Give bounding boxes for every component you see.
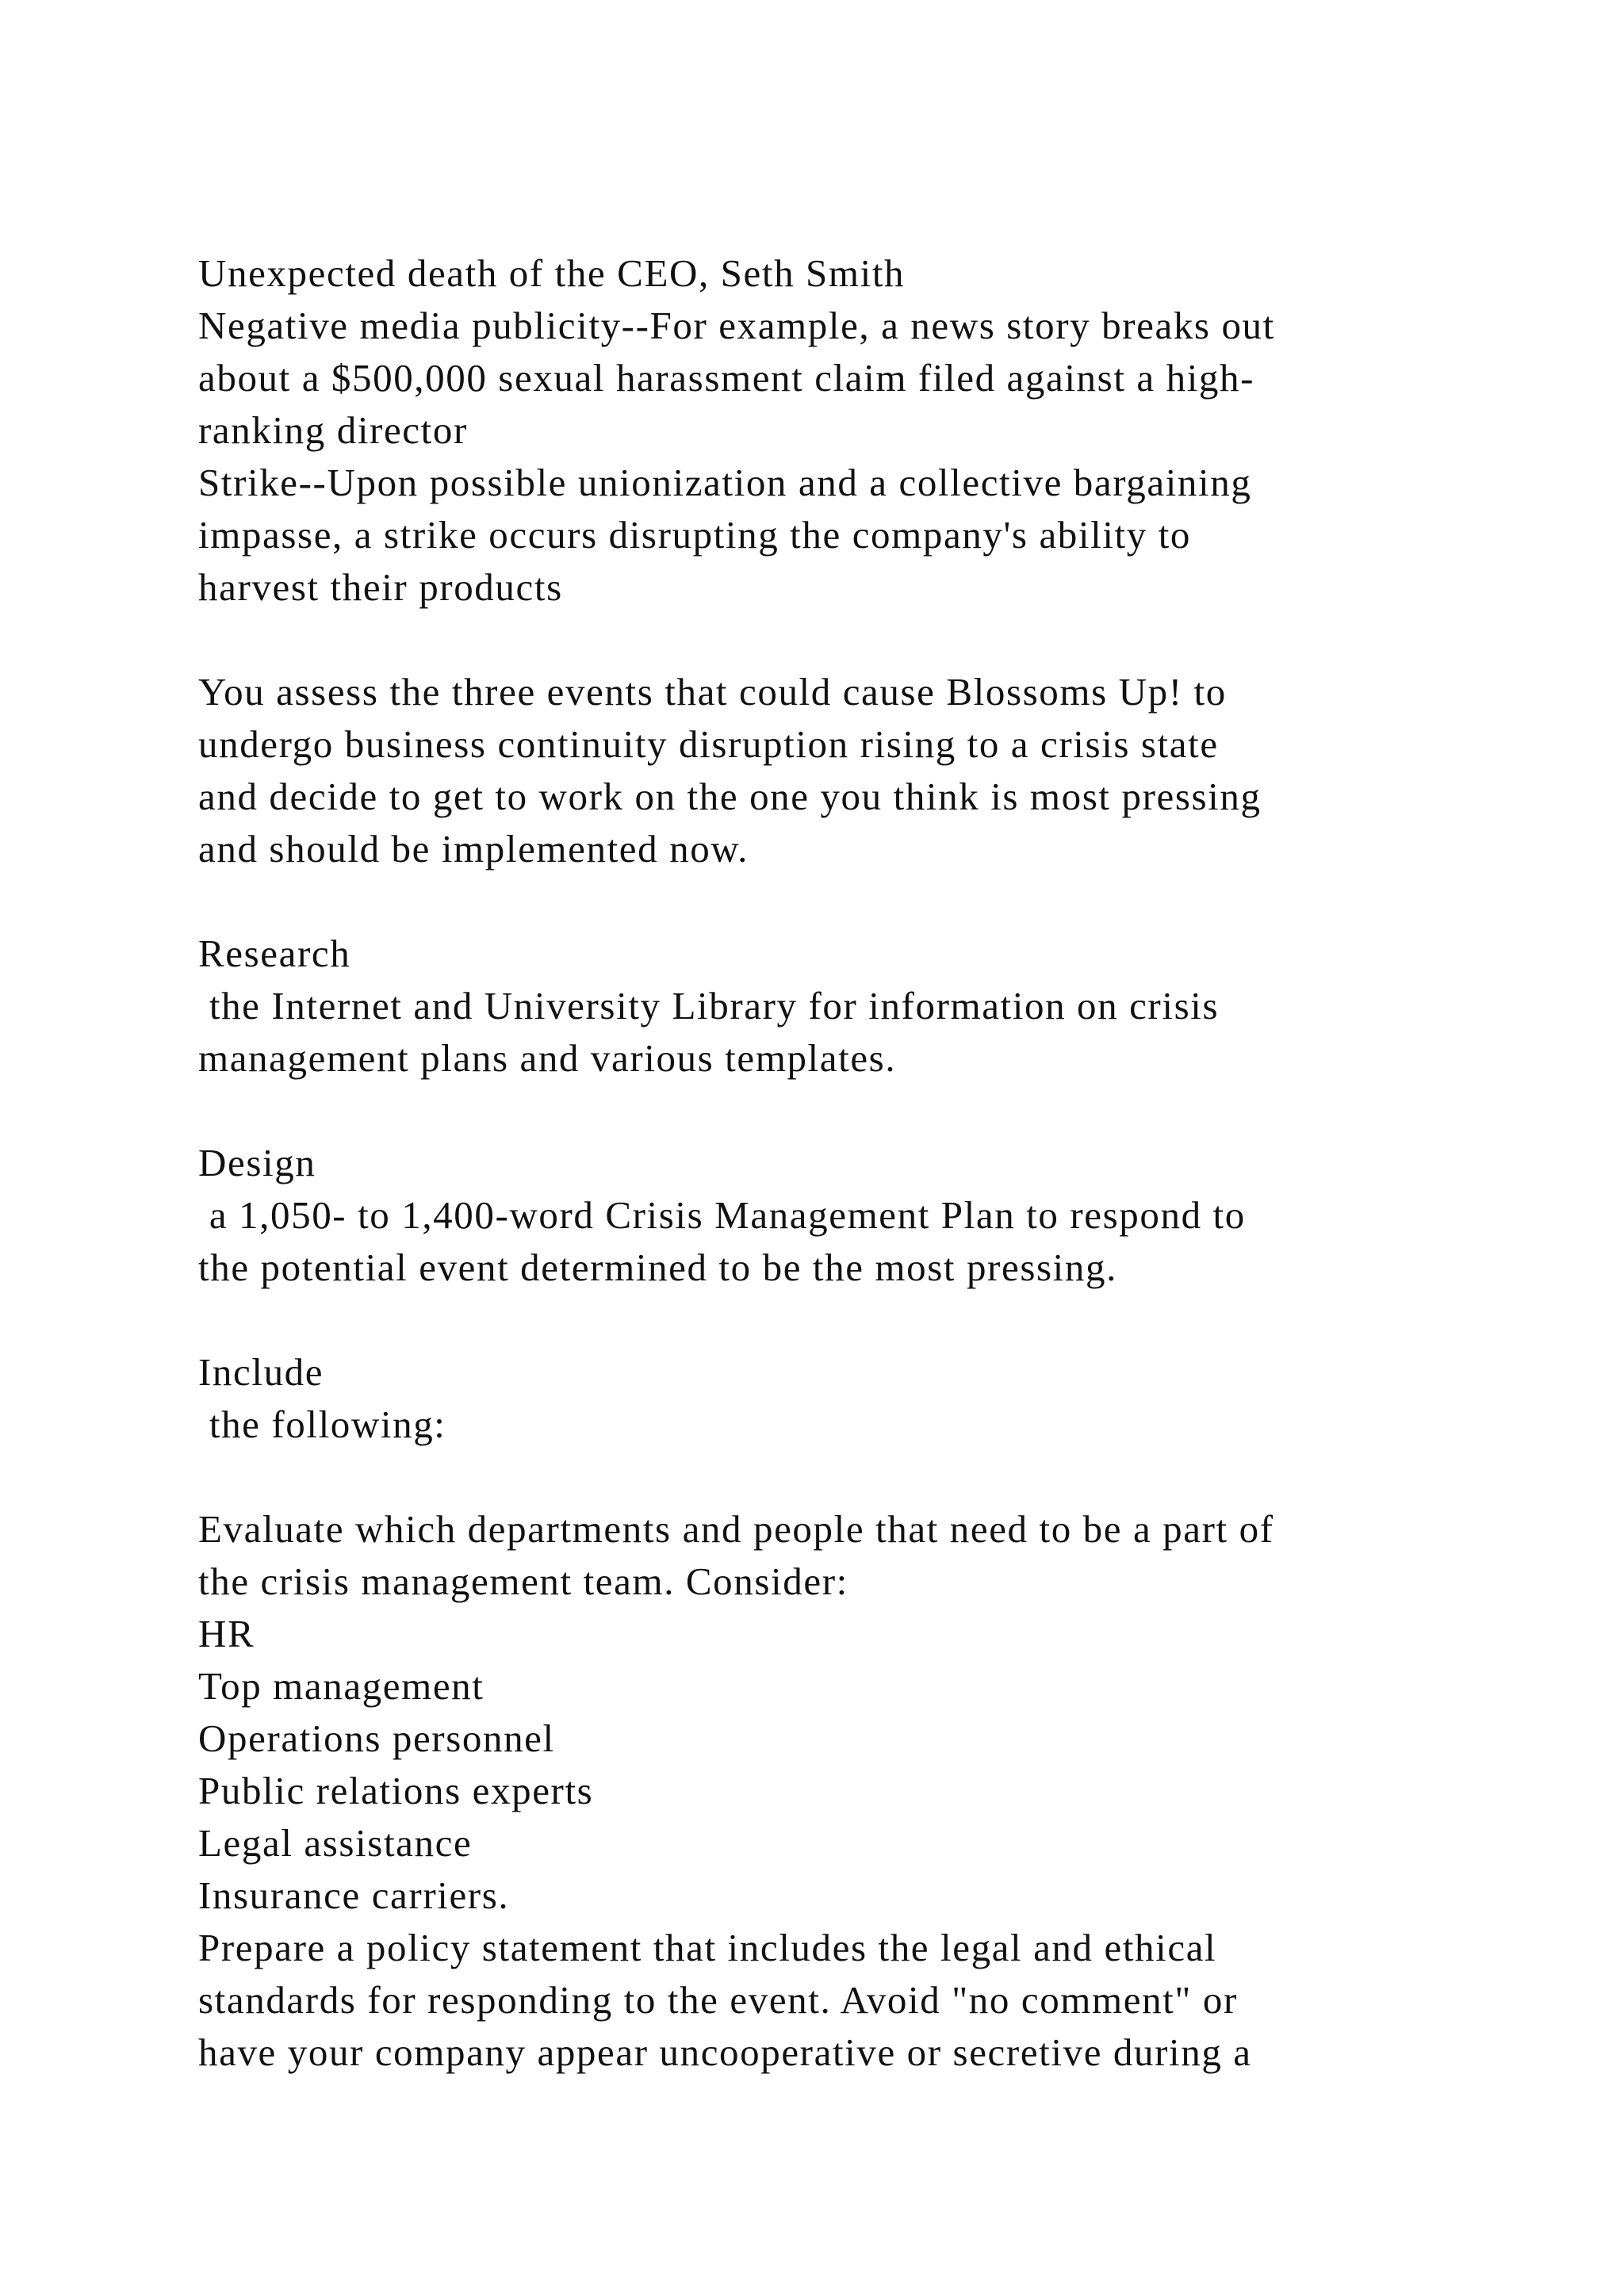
blank-line bbox=[198, 1294, 1507, 1346]
text-line: a 1,050- to 1,400-word Crisis Management Plan to respond to bbox=[198, 1193, 1246, 1237]
list-item: Legal assistance bbox=[198, 1821, 473, 1865]
text-line: Strike--Upon possible unionization and a collective bargaining bbox=[198, 461, 1252, 504]
text-line: harvest their products bbox=[198, 565, 563, 609]
blank-line bbox=[198, 875, 1507, 928]
section-heading-design: Design bbox=[198, 1141, 316, 1184]
text-line: and should be implemented now. bbox=[198, 827, 749, 871]
blank-line bbox=[198, 1451, 1507, 1503]
section-heading-include: Include bbox=[198, 1350, 324, 1394]
text-line: about a $500,000 sexual harassment claim filed against a high- bbox=[198, 356, 1255, 400]
text-line: Prepare a policy statement that includes the legal and ethical bbox=[198, 1926, 1217, 1969]
blank-line bbox=[198, 614, 1507, 666]
text-line: the following: bbox=[198, 1402, 446, 1446]
section-heading-research: Research bbox=[198, 932, 351, 975]
text-line: Evaluate which departments and people that need to be a part of bbox=[198, 1507, 1274, 1551]
text-line: You assess the three events that could cause Blossoms Up! to bbox=[198, 670, 1227, 714]
text-line: the potential event determined to be the most pressing. bbox=[198, 1246, 1117, 1289]
list-item: Operations personnel bbox=[198, 1716, 555, 1760]
blank-line bbox=[198, 1085, 1507, 1137]
list-item: Insurance carriers. bbox=[198, 1873, 510, 1917]
text-line: ranking director bbox=[198, 408, 468, 452]
list-item: Top management bbox=[198, 1664, 485, 1708]
text-line: the Internet and University Library for information on crisis bbox=[198, 984, 1220, 1027]
text-line: and decide to get to work on the one you think is most pressing bbox=[198, 775, 1262, 818]
text-line: have your company appear uncooperative or secretive during a bbox=[198, 2030, 1252, 2074]
text-line: Unexpected death of the CEO, Seth Smith bbox=[198, 251, 906, 295]
text-line: the crisis management team. Consider: bbox=[198, 1559, 848, 1603]
text-line: undergo business continuity disruption rising to a crisis state bbox=[198, 722, 1219, 766]
text-line: management plans and various templates. bbox=[198, 1036, 897, 1080]
list-item: HR bbox=[198, 1612, 255, 1655]
text-line: Negative media publicity--For example, a news story breaks out bbox=[198, 304, 1275, 347]
text-line: standards for responding to the event. Avoid "no comment" or bbox=[198, 1978, 1238, 2022]
text-line: impasse, a strike occurs disrupting the company's ability to bbox=[198, 513, 1192, 557]
document-body bbox=[198, 247, 1507, 2079]
list-item: Public relations experts bbox=[198, 1769, 594, 1812]
